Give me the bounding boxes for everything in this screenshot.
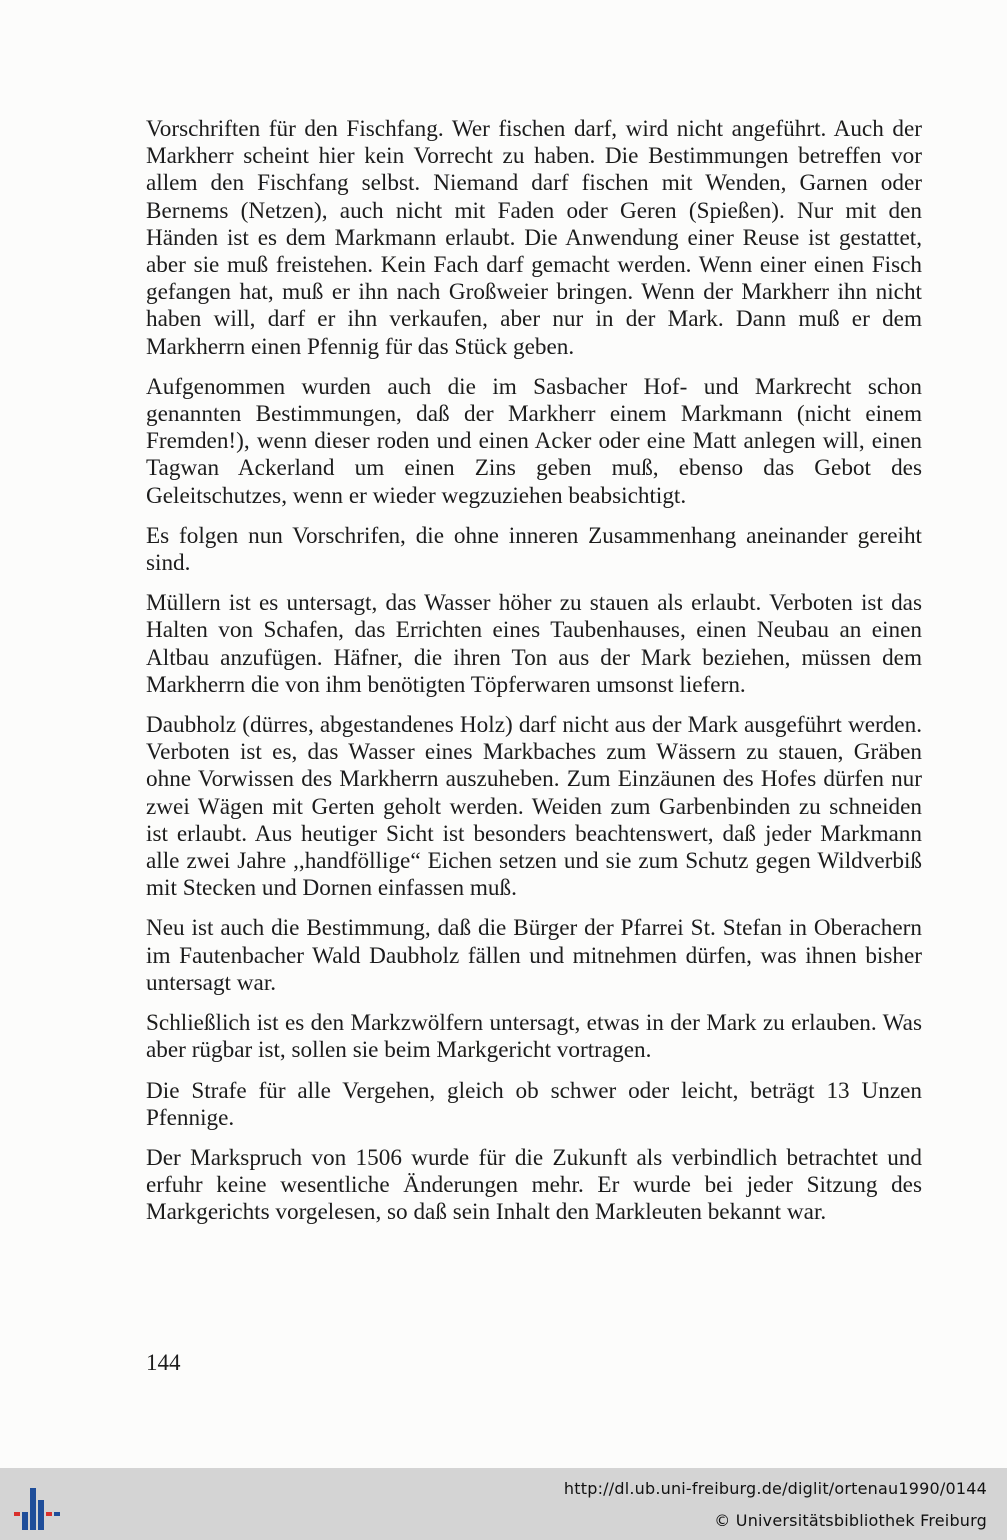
paragraph-markzwoelfer: Schließlich ist es den Markzwölfern untersagt, etwas in der Mark zu erlauben. Was aber rügbar ist, sollen sie beim Markgericht vortragen. bbox=[146, 1010, 922, 1064]
footer-bar bbox=[0, 1468, 1007, 1540]
paragraph-daubholz: Daubholz (dürres, abgestandenes Holz) darf nicht aus der Mark ausgeführt werden. Verboten ist es, das Wasser eines Markbaches zum Wässern zu stauen, Gräben ohne Vorwissen des Markherrn auszuheben. Zum Einzäunen des Hofes dürfen nur zwei Wägen mit Gerten geholt werden. Weiden zum Garbenbinden zu schneiden ist erlaubt. Aus heutiger Sicht ist besonders beachtenswert, daß jeder Markmann alle zwei Jahre ,,handföllige“ Eichen setzen und sie zum Schutz gegen Wildverbiß mit Stecken und Dornen einfassen muß. bbox=[146, 712, 922, 902]
body-text bbox=[146, 116, 922, 1240]
page-number: 144 bbox=[146, 1350, 181, 1375]
copyright-notice: © Universitätsbibliothek Freiburg bbox=[714, 1511, 987, 1530]
ub-freiburg-logo-icon bbox=[6, 1478, 66, 1534]
paragraph-sasbach-rights: Aufgenommen wurden auch die im Sasbacher Hof- und Markrecht schon genannten Bestimmungen, daß der Markherr einem Markmann (nicht einem Fremden!), wenn dieser roden und einen Acker oder eine Matt anlegen will, einen Tagwan Ackerland um einen Zins geben muß, ebenso das Gebot des Geleitschutzes, wenn er wieder wegzuziehen beabsichtigt. bbox=[146, 373, 922, 509]
paragraph-penalty: Die Strafe für alle Vergehen, gleich ob schwer oder leicht, beträgt 13 Unzen Pfennige. bbox=[146, 1077, 922, 1131]
paragraph-millers: Müllern ist es untersagt, das Wasser höher zu stauen als erlaubt. Verboten ist das Halten von Schafen, das Errichten eines Taubenhauses, einen Neubau an einen Altbau anzufügen. Häfner, die ihren Ton aus der Mark beziehen, müssen dem Markherrn die von ihm benötigten Töpferwaren umsonst liefern. bbox=[146, 590, 922, 698]
paragraph-fishing-rules: Vorschriften für den Fischfang. Wer fischen darf, wird nicht angeführt. Auch der Markherr scheint hier kein Vorrecht zu haben. Die Bestimmungen betreffen vor allem den Fischfang selbst. Niemand darf fischen mit Wenden, Garnen oder Bernems (Netzen), auch nicht mit Faden oder Geren (Spießen). Nur mit den Händen ist es dem Markmann erlaubt. Die Anwendung einer Reuse ist gestattet, aber sie muß freistehen. Kein Fach darf gemacht werden. Wenn einer einen Fisch gefangen hat, muß er ihn nach Großweier bringen. Wenn der Markherr ihn nicht haben will, darf er ihn verkaufen, aber nur in der Mark. Dann muß er dem Markherrn einen Pfennig für das Stück geben. bbox=[146, 116, 922, 360]
source-url-link[interactable]: http://dl.ub.uni-freiburg.de/diglit/ortenau1990/0144 bbox=[563, 1479, 987, 1498]
paragraph-markspruch: Der Markspruch von 1506 wurde für die Zukunft als verbindlich betrachtet und erfuhr keine wesentliche Änderungen mehr. Er wurde bei jeder Sitzung des Markgerichts vorgelesen, so daß sein Inhalt den Markleuten bekannt war. bbox=[146, 1144, 922, 1226]
paragraph-st-stefan: Neu ist auch die Bestimmung, daß die Bürger der Pfarrei St. Stefan in Oberachern im Fautenbacher Wald Daubholz fällen und mitnehmen dürfen, was ihnen bisher untersagt war. bbox=[146, 915, 922, 996]
paragraph-further-rules: Es folgen nun Vorschrifen, die ohne inneren Zusammenhang aneinander gereiht sind. bbox=[146, 522, 922, 577]
